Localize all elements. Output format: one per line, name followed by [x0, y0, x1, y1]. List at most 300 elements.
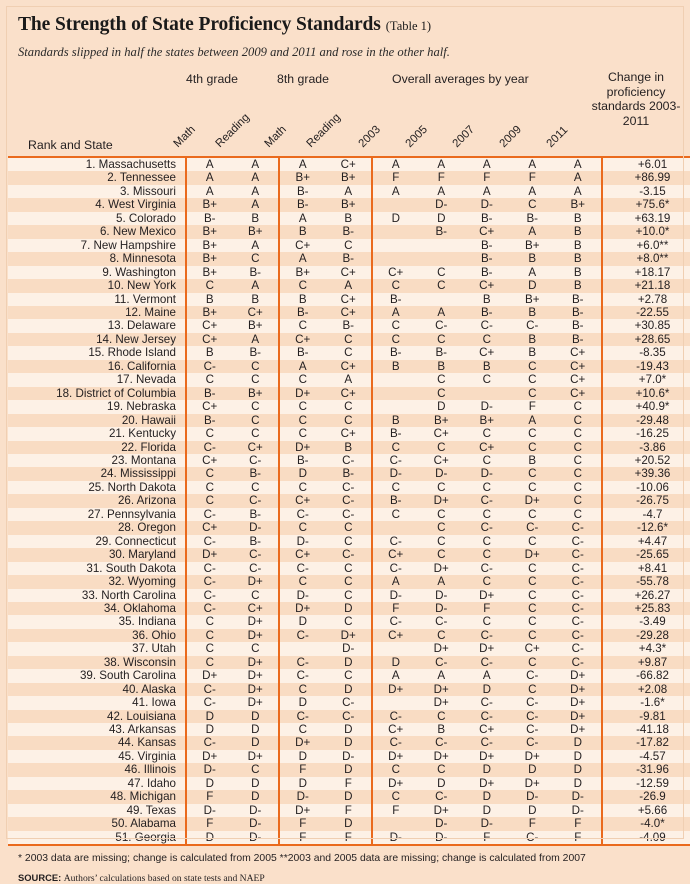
- cell-2007: C: [464, 615, 510, 628]
- table-row: [8, 225, 690, 238]
- cell-2005: D-: [419, 602, 465, 615]
- cell-rank-state: 6. New Mexico: [8, 225, 186, 238]
- cell-2007: C-: [464, 656, 510, 669]
- cell-2007: C: [464, 333, 510, 346]
- cell-4th-reading: D-: [233, 804, 280, 817]
- cell-2007: C-: [464, 319, 510, 332]
- cell-2003: C: [372, 763, 419, 776]
- cell-4th-math: C+: [186, 319, 233, 332]
- cell-rank-state: 42. Louisiana: [8, 710, 186, 723]
- cell-2003: [372, 696, 419, 709]
- cell-8th-reading: A: [326, 279, 373, 292]
- cell-4th-math: C: [186, 467, 233, 480]
- cell-2005: A: [419, 185, 465, 198]
- cell-2005: C: [419, 373, 465, 386]
- cell-8th-reading: A: [326, 373, 373, 386]
- cell-4th-reading: A: [233, 333, 280, 346]
- cell-2009: B: [510, 306, 556, 319]
- cell-2009: D+: [510, 750, 556, 763]
- cell-2007: B-: [464, 306, 510, 319]
- cell-4th-reading: D: [233, 736, 280, 749]
- cell-8th-math: F: [279, 817, 326, 830]
- cell-change: -16.25: [602, 427, 690, 440]
- cell-2011: C: [555, 454, 602, 467]
- cell-rank-state: 11. Vermont: [8, 293, 186, 306]
- cell-2011: F: [555, 831, 602, 845]
- cell-change: -19.43: [602, 360, 690, 373]
- cell-2003: A: [372, 306, 419, 319]
- cell-2009: C: [510, 198, 556, 211]
- cell-2009: C-: [510, 710, 556, 723]
- cell-2005: C: [419, 387, 465, 400]
- cell-change: -55.78: [602, 575, 690, 588]
- cell-2005: D-: [419, 467, 465, 480]
- cell-2011: D: [555, 763, 602, 776]
- cell-4th-reading: C-: [233, 454, 280, 467]
- cell-2009: C: [510, 562, 556, 575]
- table-body: [8, 157, 690, 845]
- cell-2005: C: [419, 266, 465, 279]
- cell-4th-math: C-: [186, 602, 233, 615]
- cell-2009: C-: [510, 831, 556, 845]
- cell-2007: D-: [464, 817, 510, 830]
- cell-4th-reading: D+: [233, 629, 280, 642]
- cell-2007: C+: [464, 441, 510, 454]
- cell-4th-math: B: [186, 293, 233, 306]
- source-text: Authors’ calculations based on state tests and NAEP: [64, 873, 265, 884]
- cell-8th-reading: C+: [326, 427, 373, 440]
- cell-2003: [372, 225, 419, 238]
- cell-4th-math: C-: [186, 535, 233, 548]
- cell-2003: B: [372, 360, 419, 373]
- cell-2007: C-: [464, 710, 510, 723]
- cell-change: -9.81: [602, 710, 690, 723]
- cell-4th-math: A: [186, 185, 233, 198]
- cell-8th-reading: B-: [326, 467, 373, 480]
- cell-2009: C-: [510, 521, 556, 534]
- cell-4th-math: C-: [186, 360, 233, 373]
- cell-4th-math: C-: [186, 589, 233, 602]
- cell-2011: A: [555, 185, 602, 198]
- cell-8th-reading: D: [326, 790, 373, 803]
- source-label: SOURCE:: [18, 872, 61, 883]
- cell-2011: C-: [555, 642, 602, 655]
- cell-4th-math: D: [186, 710, 233, 723]
- cell-rank-state: 51. Georgia: [8, 831, 186, 845]
- cell-change: +86.99: [602, 171, 690, 184]
- table-row: [8, 710, 690, 723]
- cell-4th-reading: C-: [233, 494, 280, 507]
- cell-4th-math: C: [186, 279, 233, 292]
- cell-2003: A: [372, 575, 419, 588]
- cell-2005: D+: [419, 494, 465, 507]
- cell-4th-reading: C: [233, 481, 280, 494]
- cell-8th-math: D: [279, 615, 326, 628]
- cell-4th-math: C: [186, 656, 233, 669]
- table-row: [8, 279, 690, 292]
- cell-rank-state: 32. Wyoming: [8, 575, 186, 588]
- cell-4th-math: B+: [186, 306, 233, 319]
- cell-8th-math: C+: [279, 548, 326, 561]
- cell-8th-math: A: [279, 212, 326, 225]
- cell-2005: C+: [419, 454, 465, 467]
- cell-2003: B-: [372, 293, 419, 306]
- cell-2007: A: [464, 157, 510, 171]
- cell-4th-math: D+: [186, 669, 233, 682]
- cell-rank-state: 31. South Dakota: [8, 562, 186, 575]
- table-row: [8, 441, 690, 454]
- cell-2003: B-: [372, 427, 419, 440]
- group-header-overall: Overall averages by year: [392, 72, 529, 86]
- cell-8th-reading: C: [326, 589, 373, 602]
- cell-rank-state: 16. California: [8, 360, 186, 373]
- table-row: [8, 763, 690, 776]
- cell-4th-math: C+: [186, 454, 233, 467]
- cell-4th-reading: B-: [233, 535, 280, 548]
- cell-4th-math: D+: [186, 750, 233, 763]
- cell-2011: C-: [555, 562, 602, 575]
- cell-2007: D-: [464, 467, 510, 480]
- table-row: [8, 736, 690, 749]
- cell-2011: C-: [555, 629, 602, 642]
- column-header-2007: 2007: [451, 124, 477, 150]
- cell-rank-state: 49. Texas: [8, 804, 186, 817]
- cell-8th-reading: C-: [326, 481, 373, 494]
- cell-2003: F: [372, 804, 419, 817]
- cell-2009: C: [510, 387, 556, 400]
- cell-change: +26.27: [602, 589, 690, 602]
- table-row: [8, 817, 690, 830]
- cell-8th-math: C: [279, 481, 326, 494]
- cell-8th-math: D+: [279, 736, 326, 749]
- cell-8th-reading: F: [326, 831, 373, 845]
- cell-8th-math: F: [279, 831, 326, 845]
- cell-8th-reading: C: [326, 400, 373, 413]
- cell-2003: A: [372, 669, 419, 682]
- cell-4th-math: C+: [186, 400, 233, 413]
- cell-4th-math: B-: [186, 212, 233, 225]
- cell-8th-reading: C: [326, 615, 373, 628]
- cell-change: -25.65: [602, 548, 690, 561]
- cell-2011: C-: [555, 575, 602, 588]
- cell-2011: B-: [555, 333, 602, 346]
- cell-8th-math: C-: [279, 508, 326, 521]
- cell-2007: C: [464, 481, 510, 494]
- cell-2005: D+: [419, 750, 465, 763]
- cell-2005: C: [419, 508, 465, 521]
- table-row: [8, 790, 690, 803]
- cell-4th-reading: A: [233, 157, 280, 171]
- cell-4th-math: C-: [186, 562, 233, 575]
- cell-2011: A: [555, 157, 602, 171]
- cell-rank-state: 19. Nebraska: [8, 400, 186, 413]
- cell-2003: B: [372, 414, 419, 427]
- cell-8th-math: C-: [279, 656, 326, 669]
- cell-4th-reading: A: [233, 279, 280, 292]
- table-row: [8, 535, 690, 548]
- cell-rank-state: 46. Illinois: [8, 763, 186, 776]
- cell-change: -66.82: [602, 669, 690, 682]
- cell-8th-reading: C: [326, 575, 373, 588]
- cell-4th-reading: A: [233, 171, 280, 184]
- cell-8th-reading: F: [326, 777, 373, 790]
- cell-8th-reading: B-: [326, 225, 373, 238]
- cell-2007: D: [464, 804, 510, 817]
- cell-2011: D+: [555, 710, 602, 723]
- cell-rank-state: 28. Oregon: [8, 521, 186, 534]
- cell-2003: C+: [372, 723, 419, 736]
- cell-change: -26.9: [602, 790, 690, 803]
- cell-change: -12.59: [602, 777, 690, 790]
- cell-8th-reading: B: [326, 212, 373, 225]
- cell-2009: C: [510, 441, 556, 454]
- cell-2005: C-: [419, 736, 465, 749]
- column-header-2003: 2003: [357, 124, 383, 150]
- cell-2003: [372, 387, 419, 400]
- table-row: [8, 454, 690, 467]
- cell-2005: C: [419, 548, 465, 561]
- cell-2007: B: [464, 360, 510, 373]
- cell-2005: D+: [419, 683, 465, 696]
- cell-8th-math: D-: [279, 589, 326, 602]
- table-row: [8, 696, 690, 709]
- cell-8th-reading: D: [326, 683, 373, 696]
- cell-rank-state: 30. Maryland: [8, 548, 186, 561]
- cell-2003: C+: [372, 629, 419, 642]
- cell-2009: C: [510, 467, 556, 480]
- cell-2009: C: [510, 575, 556, 588]
- cell-change: -3.15: [602, 185, 690, 198]
- cell-2011: F: [555, 817, 602, 830]
- cell-2003: D-: [372, 467, 419, 480]
- proficiency-standards-table: [8, 156, 690, 846]
- table-row: [8, 373, 690, 386]
- cell-change: +6.01: [602, 157, 690, 171]
- table-row: [8, 602, 690, 615]
- cell-4th-reading: C: [233, 642, 280, 655]
- cell-2005: C-: [419, 615, 465, 628]
- cell-2003: C: [372, 441, 419, 454]
- cell-8th-reading: D: [326, 656, 373, 669]
- cell-rank-state: 37. Utah: [8, 642, 186, 655]
- cell-2009: C-: [510, 696, 556, 709]
- group-header-8th-grade: 8th grade: [277, 72, 329, 86]
- cell-4th-math: B: [186, 346, 233, 359]
- cell-2009: F: [510, 817, 556, 830]
- cell-4th-reading: D+: [233, 656, 280, 669]
- table-row: [8, 481, 690, 494]
- table-row: [8, 494, 690, 507]
- cell-change: +18.17: [602, 266, 690, 279]
- table-row: [8, 239, 690, 252]
- cell-4th-math: C-: [186, 575, 233, 588]
- cell-4th-reading: D-: [233, 831, 280, 845]
- cell-8th-reading: C: [326, 669, 373, 682]
- cell-2003: C-: [372, 562, 419, 575]
- cell-8th-math: D: [279, 467, 326, 480]
- cell-8th-reading: C-: [326, 710, 373, 723]
- cell-8th-reading: B+: [326, 198, 373, 211]
- table-row: [8, 467, 690, 480]
- cell-8th-reading: F: [326, 804, 373, 817]
- cell-2005: D: [419, 777, 465, 790]
- cell-2005: C-: [419, 319, 465, 332]
- cell-2009: C: [510, 615, 556, 628]
- cell-change: -29.28: [602, 629, 690, 642]
- cell-8th-math: B: [279, 225, 326, 238]
- cell-4th-math: C-: [186, 683, 233, 696]
- cell-rank-state: 27. Pennsylvania: [8, 508, 186, 521]
- cell-8th-math: C: [279, 575, 326, 588]
- cell-4th-reading: D+: [233, 683, 280, 696]
- cell-4th-reading: D-: [233, 817, 280, 830]
- cell-4th-reading: B+: [233, 225, 280, 238]
- cell-2009: C: [510, 589, 556, 602]
- cell-8th-reading: C+: [326, 157, 373, 171]
- cell-2003: C: [372, 790, 419, 803]
- cell-2011: C: [555, 414, 602, 427]
- cell-4th-math: D: [186, 723, 233, 736]
- cell-4th-reading: C+: [233, 306, 280, 319]
- cell-4th-reading: B-: [233, 467, 280, 480]
- cell-4th-reading: A: [233, 185, 280, 198]
- cell-8th-math: B-: [279, 346, 326, 359]
- cell-2005: C-: [419, 656, 465, 669]
- cell-rank-state: 48. Michigan: [8, 790, 186, 803]
- column-header-band: [0, 68, 690, 156]
- cell-2003: C: [372, 319, 419, 332]
- cell-2003: C-: [372, 454, 419, 467]
- cell-rank-state: 25. North Dakota: [8, 481, 186, 494]
- cell-2009: B: [510, 252, 556, 265]
- cell-2011: C-: [555, 521, 602, 534]
- cell-change: +8.0**: [602, 252, 690, 265]
- cell-2003: F: [372, 171, 419, 184]
- cell-2011: C-: [555, 602, 602, 615]
- cell-4th-math: F: [186, 817, 233, 830]
- cell-2005: [419, 293, 465, 306]
- cell-4th-reading: B-: [233, 508, 280, 521]
- cell-change: -3.86: [602, 441, 690, 454]
- cell-2005: A: [419, 575, 465, 588]
- cell-2007: D: [464, 763, 510, 776]
- cell-8th-math: C: [279, 400, 326, 413]
- cell-2003: C-: [372, 736, 419, 749]
- cell-2011: D+: [555, 723, 602, 736]
- table-row: [8, 333, 690, 346]
- cell-8th-math: C: [279, 373, 326, 386]
- cell-change: +28.65: [602, 333, 690, 346]
- cell-2007: [464, 387, 510, 400]
- cell-2003: C: [372, 279, 419, 292]
- cell-change: +25.83: [602, 602, 690, 615]
- cell-2011: B-: [555, 293, 602, 306]
- cell-2005: A: [419, 306, 465, 319]
- cell-2007: B-: [464, 252, 510, 265]
- cell-2003: [372, 252, 419, 265]
- cell-4th-math: C: [186, 427, 233, 440]
- cell-2011: B: [555, 239, 602, 252]
- cell-4th-math: B+: [186, 239, 233, 252]
- cell-2009: A: [510, 414, 556, 427]
- cell-4th-reading: B: [233, 293, 280, 306]
- cell-4th-reading: C: [233, 373, 280, 386]
- cell-2009: A: [510, 266, 556, 279]
- cell-2003: [372, 817, 419, 830]
- cell-4th-reading: B+: [233, 387, 280, 400]
- cell-2011: C: [555, 467, 602, 480]
- column-header-2005: 2005: [404, 124, 430, 150]
- cell-2009: B+: [510, 239, 556, 252]
- cell-8th-reading: D: [326, 736, 373, 749]
- title-line: [18, 14, 672, 36]
- cell-2009: D: [510, 763, 556, 776]
- cell-rank-state: 43. Arkansas: [8, 723, 186, 736]
- cell-change: +2.08: [602, 683, 690, 696]
- cell-rank-state: 45. Virginia: [8, 750, 186, 763]
- cell-2005: B-: [419, 225, 465, 238]
- cell-2005: D+: [419, 696, 465, 709]
- cell-2007: C-: [464, 696, 510, 709]
- cell-rank-state: 7. New Hampshire: [8, 239, 186, 252]
- cell-2005: B: [419, 360, 465, 373]
- cell-4th-reading: A: [233, 239, 280, 252]
- cell-2003: C: [372, 333, 419, 346]
- cell-2003: A: [372, 185, 419, 198]
- cell-4th-math: D-: [186, 804, 233, 817]
- cell-2011: D: [555, 777, 602, 790]
- cell-2005: D+: [419, 562, 465, 575]
- cell-4th-math: D: [186, 777, 233, 790]
- cell-change: -26.75: [602, 494, 690, 507]
- cell-rank-state: 34. Oklahoma: [8, 602, 186, 615]
- cell-8th-reading: C-: [326, 548, 373, 561]
- cell-rank-state: 40. Alaska: [8, 683, 186, 696]
- cell-2005: C: [419, 481, 465, 494]
- cell-2005: C+: [419, 427, 465, 440]
- cell-2009: C: [510, 373, 556, 386]
- cell-2007: C-: [464, 521, 510, 534]
- cell-2007: D+: [464, 750, 510, 763]
- cell-8th-reading: C-: [326, 494, 373, 507]
- table-row: [8, 427, 690, 440]
- cell-8th-math: C+: [279, 333, 326, 346]
- cell-2005: C: [419, 710, 465, 723]
- cell-2005: C: [419, 333, 465, 346]
- cell-4th-math: D: [186, 831, 233, 845]
- cell-rank-state: 23. Montana: [8, 454, 186, 467]
- cell-2003: D+: [372, 777, 419, 790]
- cell-4th-math: C: [186, 642, 233, 655]
- cell-2007: B: [464, 293, 510, 306]
- cell-2007: C: [464, 427, 510, 440]
- cell-2007: C+: [464, 225, 510, 238]
- cell-8th-reading: A: [326, 185, 373, 198]
- cell-change: -4.57: [602, 750, 690, 763]
- table-row: [8, 185, 690, 198]
- cell-2011: C+: [555, 346, 602, 359]
- cell-change: -17.82: [602, 736, 690, 749]
- cell-2003: D+: [372, 683, 419, 696]
- cell-2011: C+: [555, 373, 602, 386]
- cell-2009: C: [510, 481, 556, 494]
- cell-4th-math: B+: [186, 266, 233, 279]
- cell-8th-math: C+: [279, 239, 326, 252]
- cell-rank-state: 13. Delaware: [8, 319, 186, 332]
- cell-change: +5.66: [602, 804, 690, 817]
- cell-change: -4.0*: [602, 817, 690, 830]
- cell-rank-state: 33. North Carolina: [8, 589, 186, 602]
